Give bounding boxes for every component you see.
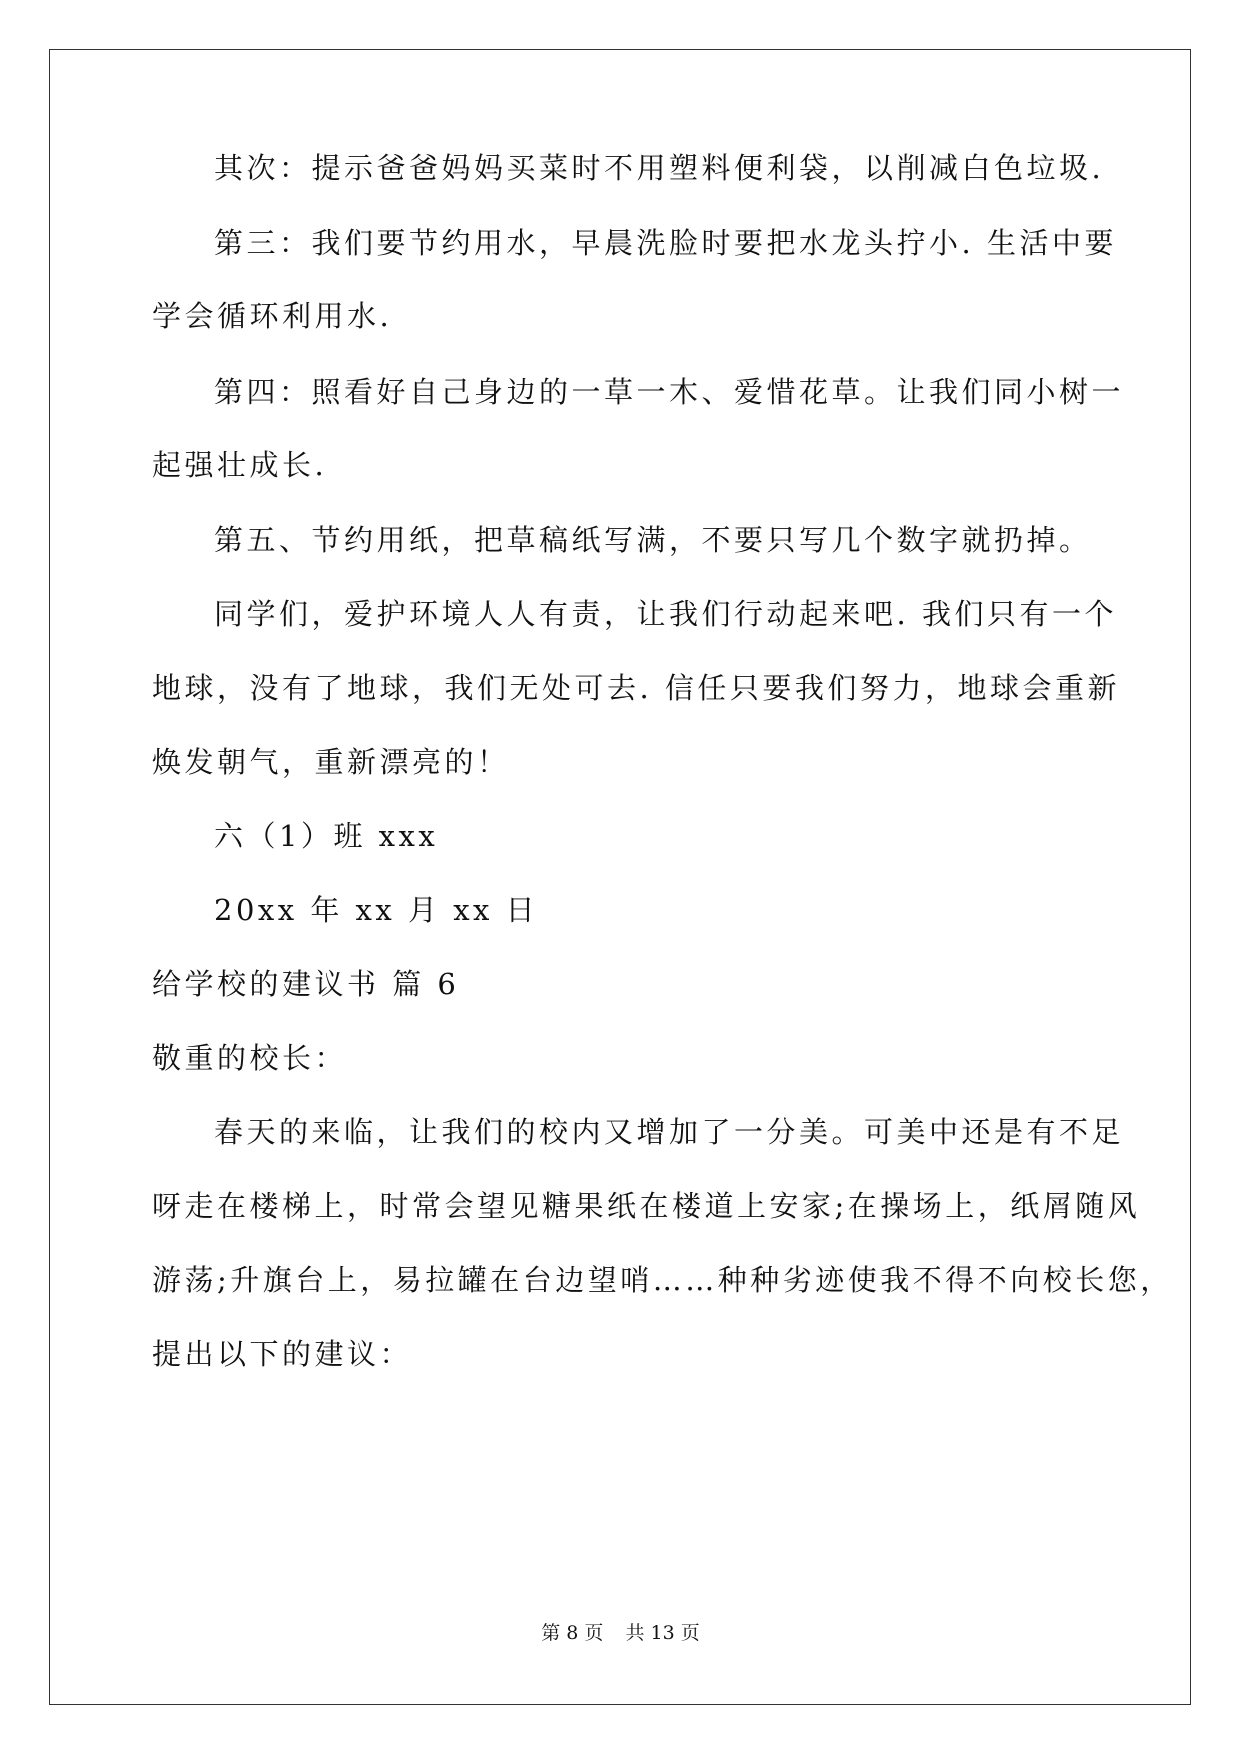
paragraph-line: 学会循环利用水. (152, 299, 393, 333)
paragraph-line: 第五、节约用纸，把草稿纸写满，不要只写几个数字就扔掉。 (214, 523, 1092, 557)
paragraph-line: 其次：提示爸爸妈妈买菜时不用塑料便利袋，以削减白色垃圾. (214, 151, 1105, 185)
paragraph-line: 地球，没有了地球，我们无处可去. 信任只要我们努力，地球会重新 (152, 671, 1120, 705)
paragraph-line: 游荡;升旗台上，易拉罐在台边望哨……种种劣迹使我不得不向校长您， (152, 1263, 1173, 1297)
page-footer (0, 1620, 1241, 1646)
total-pages-label: 共 13 页 (625, 1622, 700, 1644)
paragraph-line: 提出以下的建议： (152, 1337, 413, 1371)
current-page-label: 第 8 页 (541, 1622, 604, 1644)
paragraph-line: 同学们，爱护环境人人有责，让我们行动起来吧. 我们只有一个 (214, 597, 1117, 631)
paragraph-line: 春天的来临，让我们的校内又增加了一分美。可美中还是有不足 (214, 1115, 1125, 1149)
paragraph-line: 焕发朝气，重新漂亮的！ (152, 745, 510, 779)
signature-date: 20xx 年 xx 月 xx 日 (214, 893, 539, 927)
salutation: 敬重的校长： (152, 1041, 348, 1075)
paragraph-line: 呀走在楼梯上，时常会望见糖果纸在楼道上安家;在操场上，纸屑随风 (152, 1189, 1141, 1223)
paragraph-line: 起强壮成长. (152, 448, 328, 482)
paragraph-line: 第三：我们要节约用水，早晨洗脸时要把水龙头拧小. 生活中要 (214, 226, 1117, 260)
paragraph-line: 第四：照看好自己身边的一草一木、爱惜花草。让我们同小树一 (214, 375, 1125, 409)
signature-class: 六（1）班 xxx (214, 819, 439, 853)
section-title: 给学校的建议书 篇 6 (152, 967, 460, 1001)
